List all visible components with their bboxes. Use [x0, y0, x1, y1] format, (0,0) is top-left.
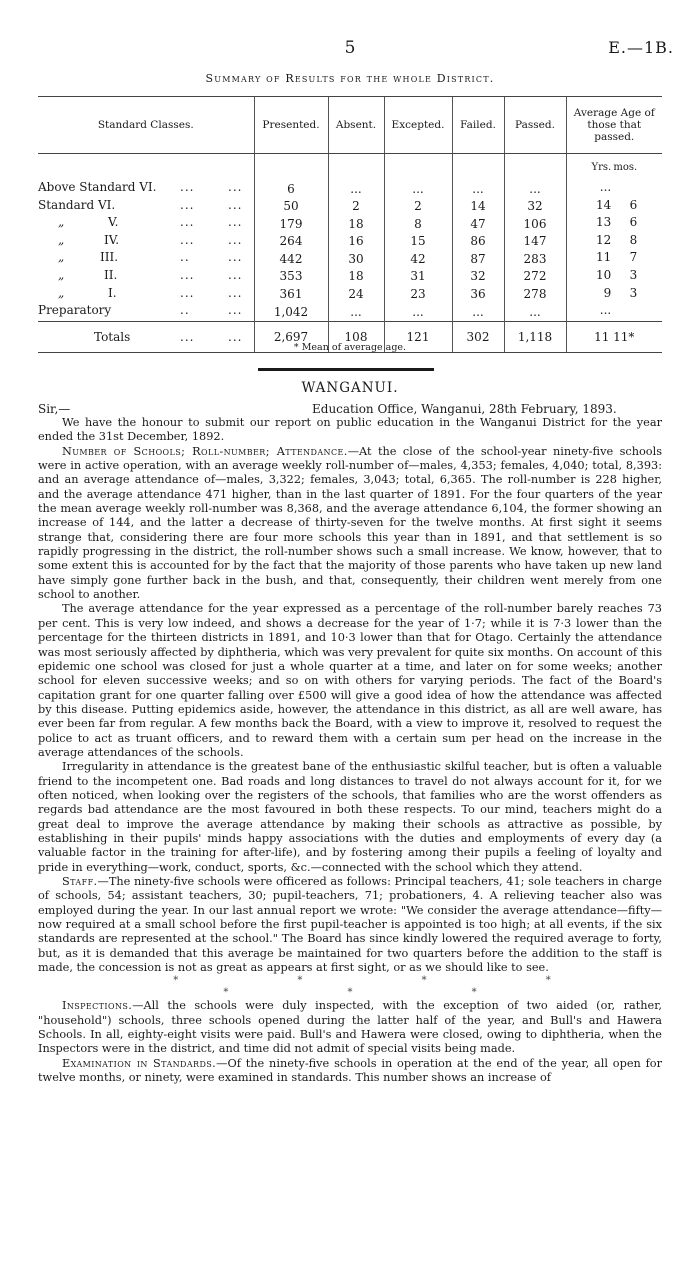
total-presented: 2,697: [254, 321, 328, 352]
excepted-cell: 15: [384, 233, 452, 251]
table-footnote: * Mean of average age.: [293, 342, 407, 353]
age-years: 12: [595, 232, 612, 247]
ditto-mark: „: [58, 215, 65, 230]
section-heading: WANGANUI.: [301, 380, 399, 396]
absent-cell: 18: [328, 215, 384, 233]
absent-cell: ...: [328, 303, 384, 321]
absent-cell: 2: [328, 198, 384, 216]
age-years: 13: [595, 215, 612, 230]
table-row: [38, 198, 662, 216]
average-age-cell: [566, 215, 662, 233]
section-divider: [258, 368, 434, 371]
omission-stars: * * * * * * *: [173, 975, 609, 999]
age-months: 8: [629, 232, 638, 247]
ditto-mark: „: [58, 232, 65, 247]
leader-dots: ...: [180, 285, 195, 300]
paragraph: [38, 999, 662, 1056]
paragraph-text: —Of the ninety-five schools in operation at the end of the year, all open for twelve months, or ninety, were examined in standards. This number shows an increase of: [38, 1056, 663, 1085]
passed-cell: 106: [504, 215, 566, 233]
age-years: 14: [595, 197, 612, 212]
months-unit: mos.: [613, 162, 638, 173]
failed-cell: 14: [452, 198, 504, 216]
paragraph: [38, 1057, 662, 1086]
average-age-cell: [566, 286, 662, 304]
passed-cell: 272: [504, 268, 566, 286]
leader-dots: ...: [228, 303, 243, 318]
total-passed: 1,118: [504, 321, 566, 352]
row-label: Above Standard VI.: [38, 180, 157, 194]
paragraph-text: —At the close of the school-year ninety-five schools were in active operation, with an average weekly roll-number of—males, 4,353; females, 4,040; total, 8,393: and an average attendance of—males, 3,322; females, 3,043; total, 6,365. The roll-number is 228 higher, and the average attendance 471 higher, than in the last quarter of 1891. For the four quarters of the year the mean average weekly roll-number was 8,368, and the average attendance 6,104, the former showing an increase of 144, and the latter a decrease of thirty-seven for the twelve months. At first sight it seems strange that, considering there are four more schools this year than in 1891, and that settlement is so rapidly progressing in the district, the roll-number shows such a small increase. We know, however, that to some extent this is accounted for by the fact that the majority of those parents who have taken up new land have simply gone further back in the bush, and that, consequently, their children went merely from one school to another.: [38, 444, 662, 602]
leader-dots: ..: [180, 303, 190, 318]
paragraph: The average attendance for the year expressed as a percentage of the roll-number barely reaches 73 per cent. This is very low indeed, and shows a decrease for the year of 1·7; while it is 7·3 lower than the percentage for the thirteen districts in 1891, and 10·3 lower than that for Otago. Certainly the attendance was most seriously affected by diphtheria, which was very prevalent for quite six months. On account of this epidemic one school was closed for just a whole quarter at a time, and later on for some weeks; another school for eleven successive weeks; and so on with others for varying periods. The fact of the Board's capitation grant for one quarter falling over £500 will give a good idea of how the attendance was affected by this disease. Putting epidemics aside, however, the attendance in this district, as all are well aware, has ever been far from regular. A few months back the Board, with a view to improve it, resolved to request the police to act as truant officers, and to reward them with a certain sum per head on the increase in the average attendances of the schools.: [38, 602, 662, 759]
dateline: Education Office, Wanganui, 28th February, 1893.: [312, 402, 617, 416]
failed-cell: 36: [452, 286, 504, 304]
report-body: [38, 416, 662, 1085]
table-row: [38, 268, 662, 286]
leader-dots: ...: [180, 197, 195, 212]
excepted-cell: ...: [384, 180, 452, 198]
average-age-cell: [566, 250, 662, 268]
age-years: 11: [595, 250, 612, 265]
excepted-cell: 8: [384, 215, 452, 233]
paragraph-heading: Examination in Standards.: [62, 1056, 217, 1070]
age-months: 3: [629, 267, 638, 282]
average-age-cell: [566, 198, 662, 216]
paragraph: [38, 875, 662, 975]
total-failed: 302: [452, 321, 504, 352]
age-months: 3: [629, 285, 638, 300]
leader-dots: ...: [228, 197, 243, 212]
average-age-cell: [566, 268, 662, 286]
failed-cell: ...: [452, 303, 504, 321]
leader-dots: ...: [228, 285, 243, 300]
table-row: [38, 233, 662, 251]
row-label: I.: [108, 285, 117, 300]
leader-dots: ...: [180, 329, 195, 344]
leader-dots: ...: [228, 267, 243, 282]
paragraph: Irregularity in attendance is the greatest bane of the enthusiastic skilful teacher, but is often a valuable friend to the incompetent one. Bad roads and long distances to travel do not always account for it, for we often noticed, when looking over the registers of the schools, that families who are the worst offenders as regards bad attendance are the most favoured in both these respects. To our mind, teachers might do a great deal to improve the average attendance by making their schools as attractive as possible, by establishing in their pupils' minds happy associations with the duties and employments of every day (a valuable factor in the training for after-life), and by fostering among their pupils a feeling of loyalty and pride in everything—work, conduct, sports, &c.—connected with the school which they attend.: [38, 760, 662, 874]
absent-cell: 30: [328, 250, 384, 268]
row-label: Preparatory: [38, 303, 112, 318]
excepted-cell: 31: [384, 268, 452, 286]
column-header: Absent.: [328, 97, 384, 154]
row-label: V.: [108, 215, 119, 230]
excepted-cell: 42: [384, 250, 452, 268]
results-table: [38, 96, 662, 353]
leader-dots: ...: [180, 215, 195, 230]
excepted-cell: 23: [384, 286, 452, 304]
age-years: 10: [595, 267, 612, 282]
column-header: Standard Classes.: [38, 97, 254, 154]
presented-cell: 353: [254, 268, 328, 286]
presented-cell: 264: [254, 233, 328, 251]
leader-dots: ...: [180, 232, 195, 247]
row-label: Standard VI.: [38, 197, 116, 212]
paragraph-text: —All the schools were duly inspected, with the exception of two aided (or, rather, "household") schools, three schools opened during the latter half of the year, and Bull's and Hawera Schools. In all, eighty-eight visits were paid. Bull's and Hawera were closed, owing to diphtheria, when the Inspectors were in the district, and time did not admit of special visits being made.: [38, 999, 662, 1056]
table-row: [38, 286, 662, 304]
age-months: 6: [629, 215, 638, 230]
age-months: 6: [629, 197, 638, 212]
paragraph-text: —The ninety-five schools were officered as follows: Principal teachers, 41; sole teachers in charge of schools, 54; assistant teachers, 30; pupil-teachers, 71; probationers, 4. A relieving teacher also was employed during the year. In our last annual report we wrote: "We consider the average attendance—fifty—now required at a small school before the first pupil-teacher is appointed is too high; at all events, if the six standards are represented at the school." The Board has since kindly lowered the required average to forty, but, as it is demanded that this average be maintained for two quarters before the addition to the staff is made, the concession is not as great as appears at first sight, or as we should like to see.: [38, 875, 662, 975]
page-reference: E.—1B.: [608, 38, 674, 57]
paragraph: [38, 445, 662, 603]
average-age-cell: [566, 180, 662, 198]
age-years: 9: [603, 285, 612, 300]
ditto-mark: „: [58, 285, 65, 300]
passed-cell: ...: [504, 303, 566, 321]
presented-cell: 442: [254, 250, 328, 268]
presented-cell: 361: [254, 286, 328, 304]
absent-cell: 24: [328, 286, 384, 304]
passed-cell: 283: [504, 250, 566, 268]
summary-title: Summary of Results for the whole District.: [205, 72, 495, 85]
table-row: [38, 250, 662, 268]
passed-cell: 147: [504, 233, 566, 251]
passed-cell: ...: [504, 180, 566, 198]
ditto-mark: „: [58, 250, 65, 265]
paragraph-heading: Number of Schools; Roll-number; Attendance.: [62, 444, 348, 458]
column-header: Passed.: [504, 97, 566, 154]
total-average-age: 11 11*: [566, 321, 662, 352]
row-label: III.: [100, 250, 119, 265]
leader-dots: ...: [228, 232, 243, 247]
absent-cell: 18: [328, 268, 384, 286]
leader-dots: ...: [228, 215, 243, 230]
leader-dots: ...: [180, 180, 195, 194]
table-header-row: [38, 97, 662, 154]
failed-cell: 86: [452, 233, 504, 251]
paragraph-heading: Staff.: [62, 875, 98, 888]
column-header: Presented.: [254, 97, 328, 154]
presented-cell: 50: [254, 198, 328, 216]
page-number: 5: [344, 38, 356, 58]
age-years: ...: [599, 303, 612, 318]
average-age-cell: [566, 303, 662, 321]
absent-cell: 16: [328, 233, 384, 251]
excepted-cell: 2: [384, 198, 452, 216]
paragraph: We have the honour to submit our report on public education in the Wanganui District for the year ended the 31st December, 1892.: [38, 416, 662, 444]
presented-cell: 6: [254, 180, 328, 198]
salutation: Sir,—: [38, 402, 71, 416]
row-label: IV.: [104, 232, 120, 247]
totals-label: Totals: [94, 329, 131, 344]
ditto-mark: „: [58, 267, 65, 282]
column-header: Excepted.: [384, 97, 452, 154]
total-absent: 108: [328, 321, 384, 352]
table-row: [38, 303, 662, 321]
leader-dots: ..: [180, 250, 190, 265]
leader-dots: ...: [228, 329, 243, 344]
failed-cell: ...: [452, 180, 504, 198]
age-years: ...: [599, 180, 612, 194]
failed-cell: 47: [452, 215, 504, 233]
age-months: 7: [629, 250, 638, 265]
average-age-cell: [566, 233, 662, 251]
passed-cell: 278: [504, 286, 566, 304]
failed-cell: 32: [452, 268, 504, 286]
units-row: [38, 154, 662, 181]
row-label: II.: [104, 267, 118, 282]
column-header: Average Age of those that passed.: [566, 97, 662, 154]
table-row: [38, 215, 662, 233]
leader-dots: ...: [228, 180, 243, 194]
leader-dots: ...: [180, 267, 195, 282]
passed-cell: 32: [504, 198, 566, 216]
absent-cell: ...: [328, 180, 384, 198]
paragraph-heading: Inspections.: [62, 999, 133, 1013]
presented-cell: 179: [254, 215, 328, 233]
presented-cell: 1,042: [254, 303, 328, 321]
excepted-cell: ...: [384, 303, 452, 321]
years-unit: Yrs.: [591, 162, 612, 173]
table-row: [38, 180, 662, 198]
column-header: Failed.: [452, 97, 504, 154]
failed-cell: 87: [452, 250, 504, 268]
total-excepted: 121: [384, 321, 452, 352]
leader-dots: ...: [228, 250, 243, 265]
